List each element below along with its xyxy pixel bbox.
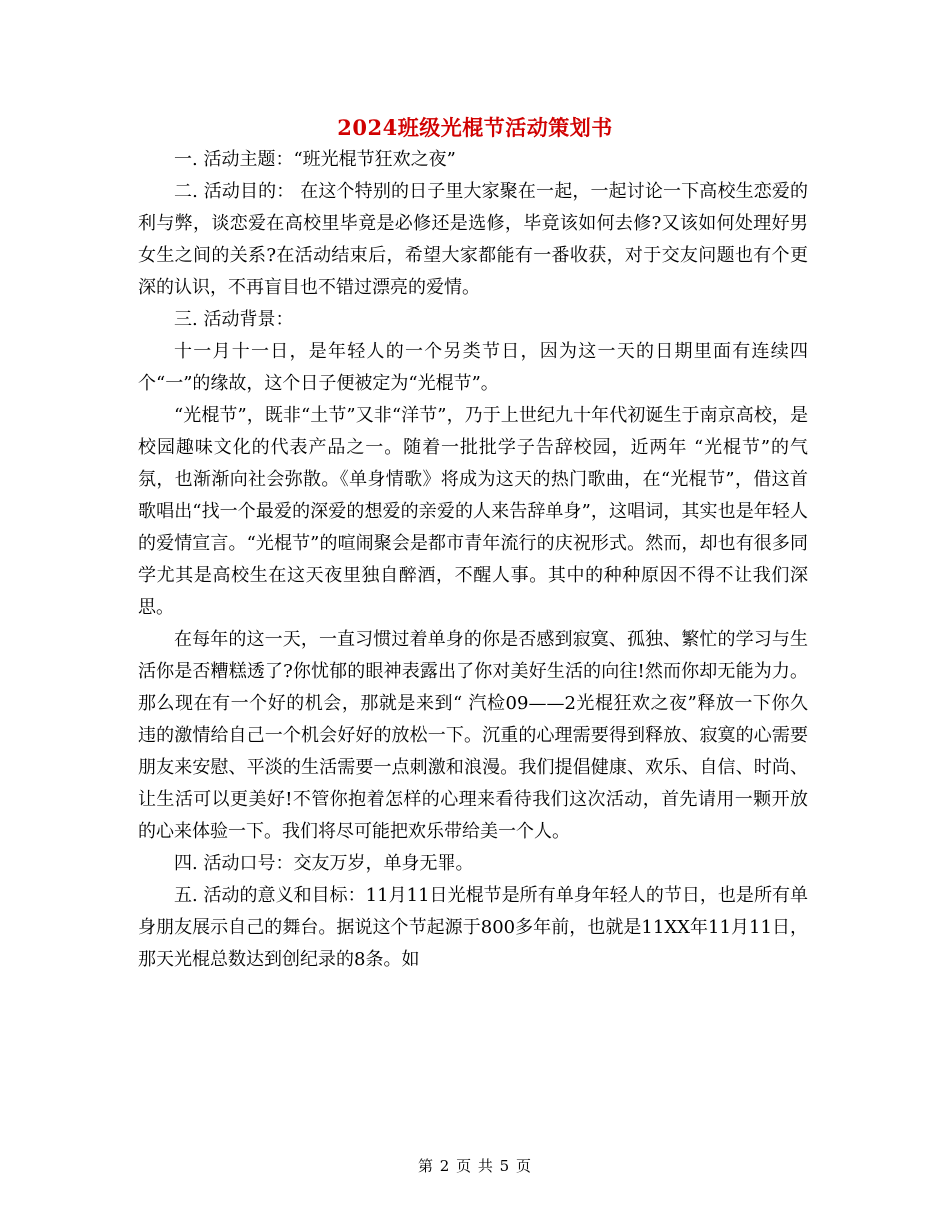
document-body xyxy=(138,144,808,976)
background-paragraph-2: “光棍节”，既非“土节”又非“洋节”，乃于上世纪九十年代初诞生于南京高校，是校园趣味文化的代表产品之一。随着一批批学子告辞校园，近两年 “光棍节”的气氛，也渐渐向社会弥散。《单身情歌》将成为这天的热门歌曲，在“光棍节”，借这首歌唱出“找一个最爱的深爱的想爱的亲爱的人来告辞单身”，这唱词，其实也是年轻人的爱情宣言。“光棍节”的喧闹聚会是都市青年流行的庆祝形式。然而，却也有很多同学尤其是高校生在这天夜里独自醉酒，不醒人事。其中的种种原因不得不让我们深思。 xyxy=(138,405,808,618)
page-number-footer: 第 2 页 共 5 页 xyxy=(418,1157,532,1175)
section-theme: 一. 活动主题：“班光棍节狂欢之夜” xyxy=(174,149,456,170)
section-slogan: 四. 活动口号：交友万岁，单身无罪。 xyxy=(174,853,474,874)
section-purpose: 二. 活动目的： 在这个特别的日子里大家聚在一起，一起讨论一下高校生恋爱的利与弊，谈恋爱在高校里毕竟是必修还是选修，毕竟该如何去修?又该如何处理好男女生之间的关系?在活动结束后，希望大家都能有一番收获，对于交友问题也有个更深的认识，不再盲目也不错过漂亮的爱情。 xyxy=(138,181,808,298)
section-significance: 五. 活动的意义和目标：11月11日光棍节是所有单身年轻人的节日，也是所有单身朋友展示自己的舞台。据说这个节起源于800多年前，也就是11XX年11月11日，那天光棍总数达到创纪录的8条。如 xyxy=(138,885,808,970)
background-paragraph-3: 在每年的这一天，一直习惯过着单身的你是否感到寂寞、孤独、繁忙的学习与生活你是否糟糕透了?你忧郁的眼神表露出了你对美好生活的向往!然而你却无能为力。那么现在有一个好的机会，那就是来到“ 汽检09——2光棍狂欢之夜”释放一下你久违的激情给自己一个机会好好的放松一下。沉重的心理需要得到释放、寂寞的心需要朋友来安慰、平淡的生活需要一点刺激和浪漫。我们提倡健康、欢乐、自信、时尚、让生活可以更美好!不管你抱着怎样的心理来看待我们这次活动，首先请用一颗开放的心来体验一下。我们将尽可能把欢乐带给美一个人。 xyxy=(138,629,808,842)
document-title: 2024班级光棍节活动策划书 xyxy=(337,115,613,140)
section-background-heading: 三. 活动背景： xyxy=(174,309,294,330)
background-paragraph-1: 十一月十一日，是年轻人的一个另类节日，因为这一天的日期里面有连续四个“一”的缘故，这个日子便被定为“光棍节”。 xyxy=(138,341,808,394)
